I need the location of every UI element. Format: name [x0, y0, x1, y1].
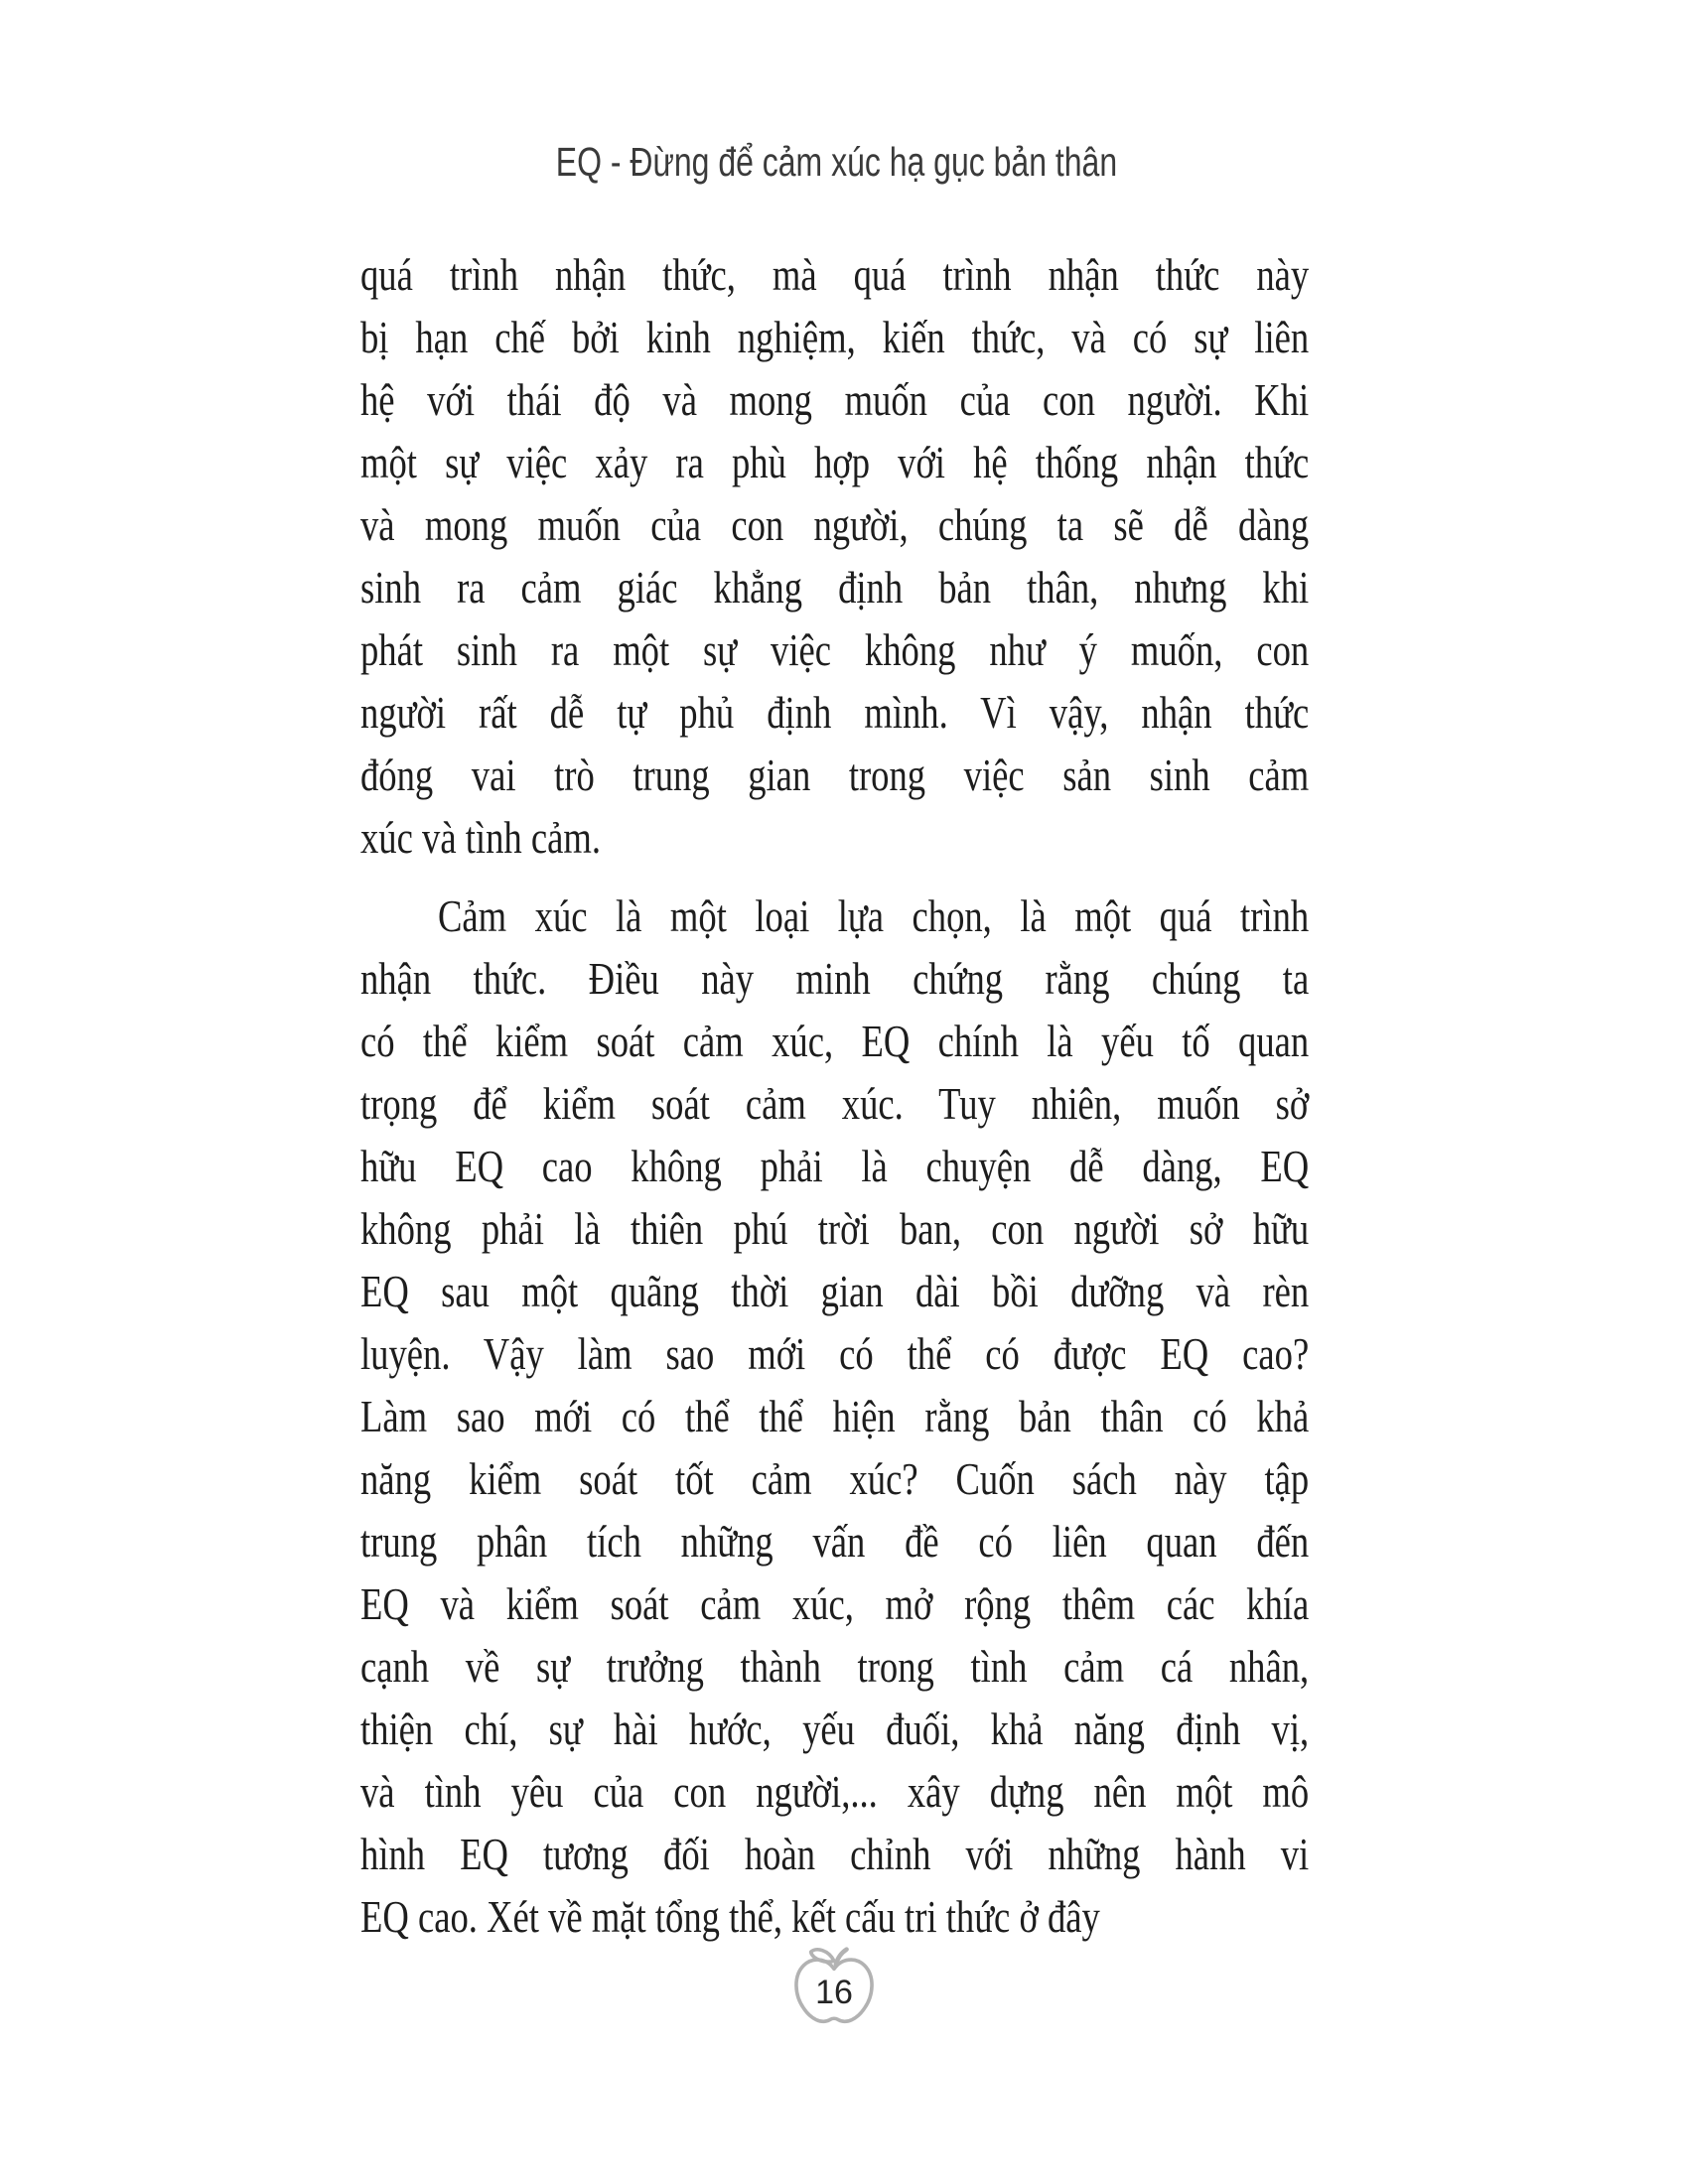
text-line: năng kiểm soát tốt cảm xúc? Cuốn sách này tập	[360, 1453, 1310, 1504]
text-line: người rất dễ tự phủ định mình. Vì vậy, nhận thức	[360, 687, 1310, 738]
text-line: quá trình nhận thức, mà quá trình nhận thức này	[360, 249, 1310, 300]
text-line: xúc và tình cảm.	[360, 812, 601, 863]
text-line: một sự việc xảy ra phù hợp với hệ thống nhận thức	[360, 437, 1310, 487]
text-line: hệ với thái độ và mong muốn của con người. Khi	[360, 374, 1310, 425]
text-line: EQ sau một quãng thời gian dài bồi dưỡng và rèn	[360, 1266, 1310, 1316]
text-line: phát sinh ra một sự việc không như ý muốn, con	[360, 624, 1310, 675]
running-header	[362, 139, 1311, 186]
text-line: trung phân tích những vấn đề có liên quan đến	[360, 1516, 1310, 1567]
text-line: hình EQ tương đối hoàn chỉnh với những hành vi	[360, 1829, 1310, 1879]
text-line: đóng vai trò trung gian trong việc sản sinh cảm	[360, 750, 1310, 800]
text-line: Làm sao mới có thể thể hiện rằng bản thân có khả	[360, 1391, 1310, 1441]
text-line: sinh ra cảm giác khẳng định bản thân, nhưng khi	[360, 562, 1310, 613]
paragraph-2	[360, 885, 1309, 1948]
text-line: EQ và kiểm soát cảm xúc, mở rộng thêm các khía	[360, 1578, 1310, 1629]
text-line: và mong muốn của con người, chúng ta sẽ dễ dàng	[360, 499, 1310, 550]
text-line: EQ cao. Xét về mặt tổng thể, kết cấu tri thức ở đây	[360, 1891, 1100, 1942]
text-line: bị hạn chế bởi kinh nghiệm, kiến thức, và có sự liên	[360, 312, 1310, 362]
paragraph-1	[360, 243, 1309, 869]
page-number: 16	[815, 1974, 853, 2011]
text-line: trọng để kiểm soát cảm xúc. Tuy nhiên, muốn sở	[360, 1078, 1310, 1129]
text-line: thiện chí, sự hài hước, yếu đuối, khả năng định vị,	[360, 1704, 1310, 1754]
text-line: Cảm xúc là một loại lựa chọn, là một quá trình	[438, 890, 1310, 941]
text-line: có thể kiểm soát cảm xúc, EQ chính là yếu tố quan	[360, 1016, 1310, 1066]
text-line: cạnh về sự trưởng thành trong tình cảm cá nhân,	[360, 1641, 1310, 1692]
text-line: không phải là thiên phú trời ban, con người sở hữu	[360, 1203, 1310, 1254]
body-text	[360, 243, 1309, 1948]
text-line: nhận thức. Điều này minh chứng rằng chúng ta	[360, 953, 1310, 1004]
running-header-text: EQ - Đừng để cảm xúc hạ gục bản thân	[555, 139, 1118, 185]
text-line: luyện. Vậy làm sao mới có thể có được EQ cao?	[360, 1328, 1310, 1379]
text-line: và tình yêu của con người,... xây dựng nên một mô	[360, 1766, 1310, 1817]
text-line: hữu EQ cao không phải là chuyện dễ dàng, EQ	[360, 1141, 1310, 1191]
